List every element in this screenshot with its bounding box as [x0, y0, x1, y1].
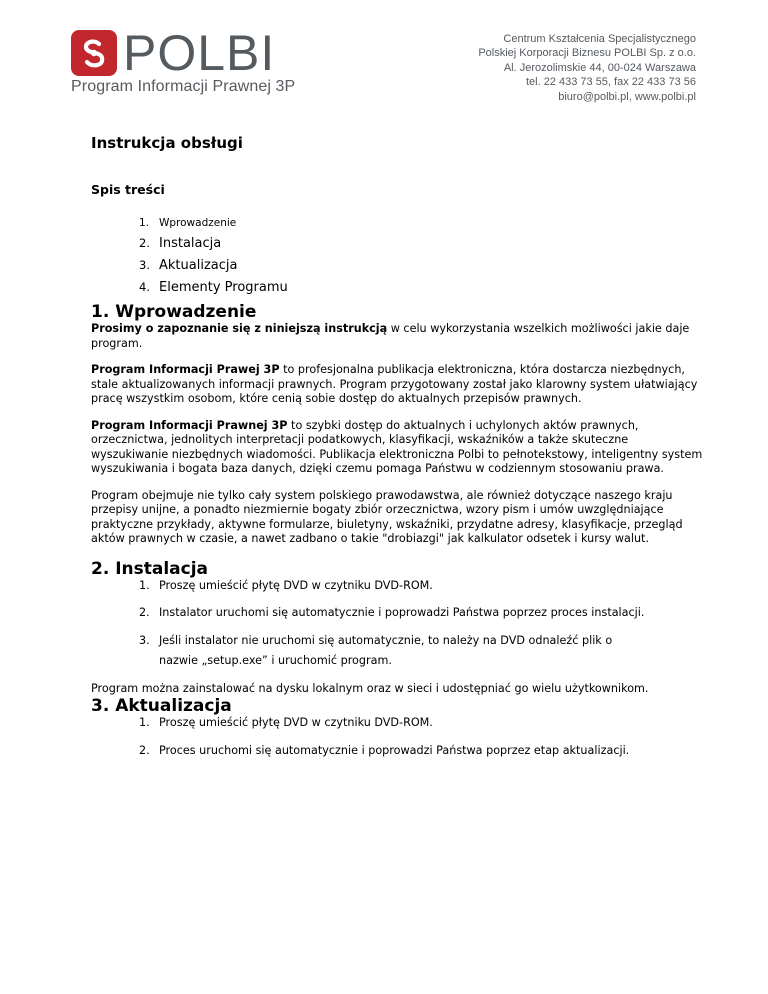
list-item — [139, 744, 703, 759]
paragraph — [91, 322, 703, 351]
step-number: 2. — [139, 743, 150, 757]
toc-item-label: Wprowadzenie — [159, 217, 237, 229]
step-body — [159, 634, 703, 669]
toc-item — [139, 258, 703, 273]
step-text: Jeśli instalator nie uruchomi się automatycznie, to należy na DVD odnaleźć plik o — [159, 633, 613, 647]
toc-item-number: 4. — [139, 280, 150, 294]
toc-item-number: 1. — [139, 217, 150, 229]
paragraph: Program obejmuje nie tylko cały system polskiego prawodawstwa, ale również dotyczące naszego kraju przepisy unijne, a ponadto niezmiernie bogaty zbiór orzecznictwa, wzory pism i umów uwzględniające praktyczne przykłady, aktywne formularze, biuletyny, wskaźniki, przydatne adresy, klasyfikacje, przegląd aktów prawnych w czasie, a nawet zadbano o takie "drobiazgi" jak kalkulator odsetek i kursy walut. — [91, 488, 683, 545]
paragraph-bold: Program Informacji Prawnej 3P — [91, 418, 288, 432]
paragraph — [91, 419, 703, 477]
section-heading-instalacja: 2. Instalacja — [91, 558, 209, 579]
section-heading-wprowadzenie: 1. Wprowadzenie — [91, 302, 257, 322]
step-number: 1. — [139, 716, 150, 729]
list-item — [139, 579, 703, 594]
list-item — [139, 716, 703, 731]
toc-item-number: 2. — [139, 236, 150, 250]
toc-item-label: Elementy Programu — [159, 280, 288, 295]
step-text: Instalator uruchomi się automatycznie i poprowadzi Państwa poprzez proces instalacji. — [159, 606, 645, 619]
page-title: Instrukcja obsługi — [91, 134, 243, 152]
paragraph-text: to profesjonalna publikacja elektroniczna, która dostarcza niezbędnych, stale aktualizowanych informacji prawnych. Program przygotowany został jako klarowny system ułatwiający pracę wszystkim osobom, które cenią sobie dostęp do aktualnych przepisów prawnych. — [91, 363, 698, 405]
toc-item-number: 3. — [139, 258, 150, 272]
toc-item — [139, 280, 703, 295]
company-line: Centrum Kształcenia Specjalistycznego — [503, 33, 696, 45]
paragraph-bold: Prosimy o zapoznanie się z niniejszą instrukcją — [91, 322, 388, 335]
install-steps-list — [91, 579, 703, 669]
list-item — [139, 606, 703, 621]
logo-subtitle: Program Informacji Prawnej 3P — [71, 78, 296, 95]
logo-name: POLBI — [123, 25, 276, 81]
step-number: 2. — [139, 606, 150, 619]
step-number: 1. — [139, 578, 150, 592]
paragraph-text: w celu wykorzystania wszelkich możliwości jakie daje program. — [91, 322, 690, 350]
table-of-contents — [91, 217, 703, 295]
document-body — [91, 134, 703, 771]
step-text: Proszę umieścić płytę DVD w czytniku DVD-ROM. — [159, 578, 433, 592]
step-text-continuation: nazwie „setup.exe” i uruchomić program. — [159, 654, 392, 667]
update-steps-list — [91, 716, 703, 758]
toc-item-label: Instalacja — [159, 236, 222, 251]
toc-title: Spis treści — [91, 182, 165, 197]
section-heading-aktualizacja: 3. Aktualizacja — [91, 696, 232, 716]
toc-item-label: Aktualizacja — [159, 258, 238, 273]
toc-item — [139, 217, 703, 229]
company-info — [478, 32, 696, 104]
company-logo — [71, 25, 296, 96]
step-text: Proces uruchomi się automatycznie i poprowadzi Państwa poprzez etap aktualizacji. — [159, 743, 630, 757]
company-line: Al. Jerozolimskie 44, 00-024 Warszawa — [503, 61, 696, 74]
step-text: Proszę umieścić płytę DVD w czytniku DVD-ROM. — [159, 716, 433, 729]
paragraph-bold: Program Informacji Prawej 3P — [91, 363, 280, 376]
paragraph — [91, 363, 703, 407]
step-number: 3. — [139, 633, 150, 647]
company-contact-line: biuro@polbi.pl, www.polbi.pl — [558, 90, 696, 103]
company-line: Polskiej Korporacji Biznesu POLBI Sp. z o.o. — [478, 47, 696, 60]
company-line: tel. 22 433 73 55, fax 22 433 73 56 — [525, 76, 696, 89]
paragraph: Program można zainstalować na dysku lokalnym oraz w sieci i udostępniać go wielu użytkownikom. — [91, 681, 649, 695]
list-item — [139, 634, 703, 669]
paragraph-text: to szybki dostęp do aktualnych i uchylonych aktów prawnych, orzecznictwa, jednolitych interpretacji podatkowych, klasyfikacji, wskaźników a także skuteczne wyszukiwanie niezbędnych wiadomości. Publikacja elektroniczna Polbi to pełnotekstowy, inteligentny system wyszukiwania i bogata baza danych, dzięki czemu pomaga Państwu w codziennym stosowaniu prawa. — [91, 418, 703, 475]
toc-item — [139, 236, 703, 251]
polbi-logo-icon — [71, 30, 117, 76]
